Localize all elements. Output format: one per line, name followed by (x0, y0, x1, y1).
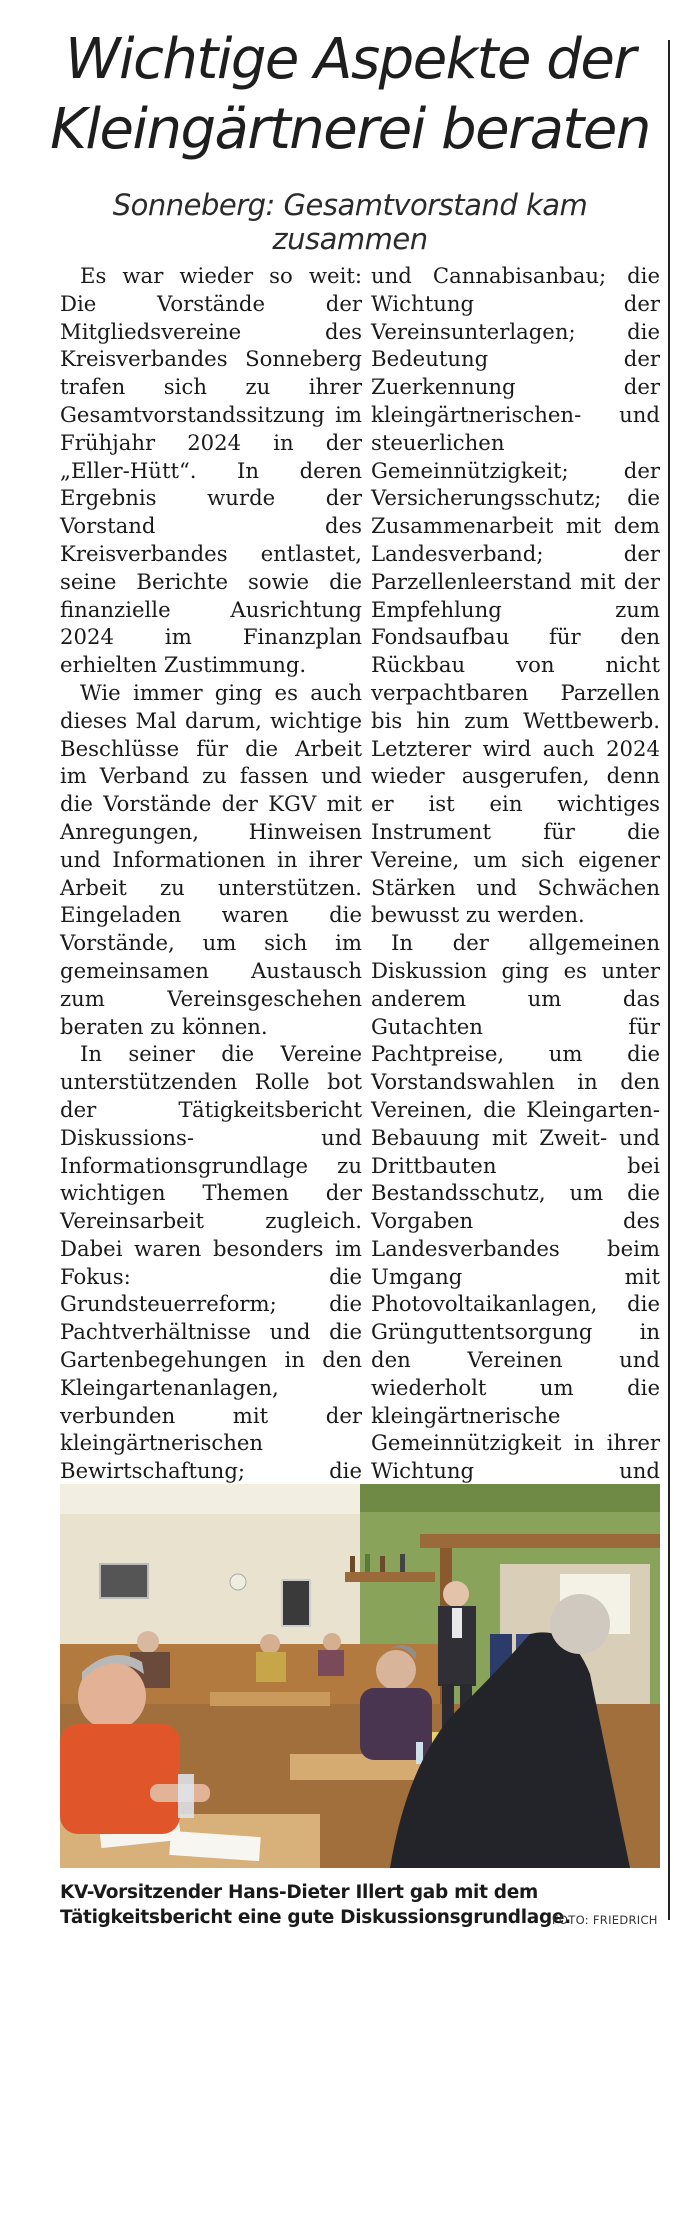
meeting-photo (60, 1484, 660, 1868)
photo-caption: KV-Vorsitzender Hans-Dieter Illert gab mit dem Tätigkeitsbericht eine gute Diskussionsgrundlage. (60, 1882, 571, 1928)
paragraph-purpose: Wie immer ging es auch dieses Mal darum, wichtige Beschlüsse für die Arbeit im Verband zu fassen und die Vorstände der KGV mit Anregungen, Hinweisen und Informationen in ihrer Arbeit zu unterstützen. Eingeladen waren die Vorstände, um sich im gemeinsamen Austausch zum Vereinsgeschehen beraten zu können. (60, 679, 362, 1039)
headline-line-1: Wichtige Aspekte der (65, 27, 635, 92)
paragraph-report: In seiner die Vereine unterstützenden Rolle bot der Tätigkeitsbericht Diskussions- und Informationsgrundlage zu wichtigen Themen der Vereinsarbeit zugleich. Dabei waren besonders im Fokus: die Grundsteuerreform; die Pachtverhältnisse und die Gartenbegehungen in den Kleingartenanlagen, verbunden mit der kleingärtnerischen Bewirtschaftung; die (60, 1041, 362, 1484)
photo-credit: FOTO: FRIEDRICH (552, 1913, 658, 1927)
subheadline: Sonneberg: Gesamtvorstand kam zusammen (112, 188, 588, 256)
paragraph-intro: Es war wieder so weit: Die Vorstände der Mitgliedsvereine des Kreisverbandes Sonneberg trafen sich zu ihrer Gesamtvorstandssitzung im Frühjahr 2024 in der „Eller-Hütt“. In deren Ergebnis wurde der Vorstand des Kreisverbandes entlastet, seine Berichte sowie die finanzielle Ausrichtung 2024 im Finanzplan erhielten Zustimmung. (60, 263, 362, 678)
article-column-left (60, 262, 362, 1652)
meeting-photo-illustration (60, 1484, 660, 1868)
discussion-text: In der allgemeinen Diskussion ging es unter anderem um das Gutachten für Pachtpreise, um die Vorstandswahlen in den Vereinen, die Kleingarten-Bebauung mit Zweit- und Drittbauten bei Bestandsschutz, um die Vorgaben des Landesverbandes beim Umgang mit Photovoltaikanlagen, die Grünguttentsorgung in den Vereinen und wiederholt um die kleingärtnerische Gemeinnützigkeit in ihrer Wichtung und (371, 930, 660, 1484)
paragraph-report-continued: und Cannabisanbau; die Wichtung der Vereinsunterlagen; die Bedeutung der Zuerkennung der kleingärtnerischen- und steuerlichen Gemeinnützigkeit; der Versicherungsschutz; die Zusammenarbeit mit dem Landesverband; der Parzellenleerstand mit der Empfehlung zum Fondsaufbau für den Rückbau von nicht verpachtbaren Parzellen bis hin zum Wettbewerb. Letzterer wird auch 2024 wieder ausgerufen, denn er ist ein wichtiges Instrument für die Vereine, um sich eigener Stärken und Schwächen bewusst zu werden. (371, 263, 660, 928)
headline-line-2: Kleingärtnerei beraten (50, 97, 650, 162)
column-rule (668, 40, 670, 1920)
